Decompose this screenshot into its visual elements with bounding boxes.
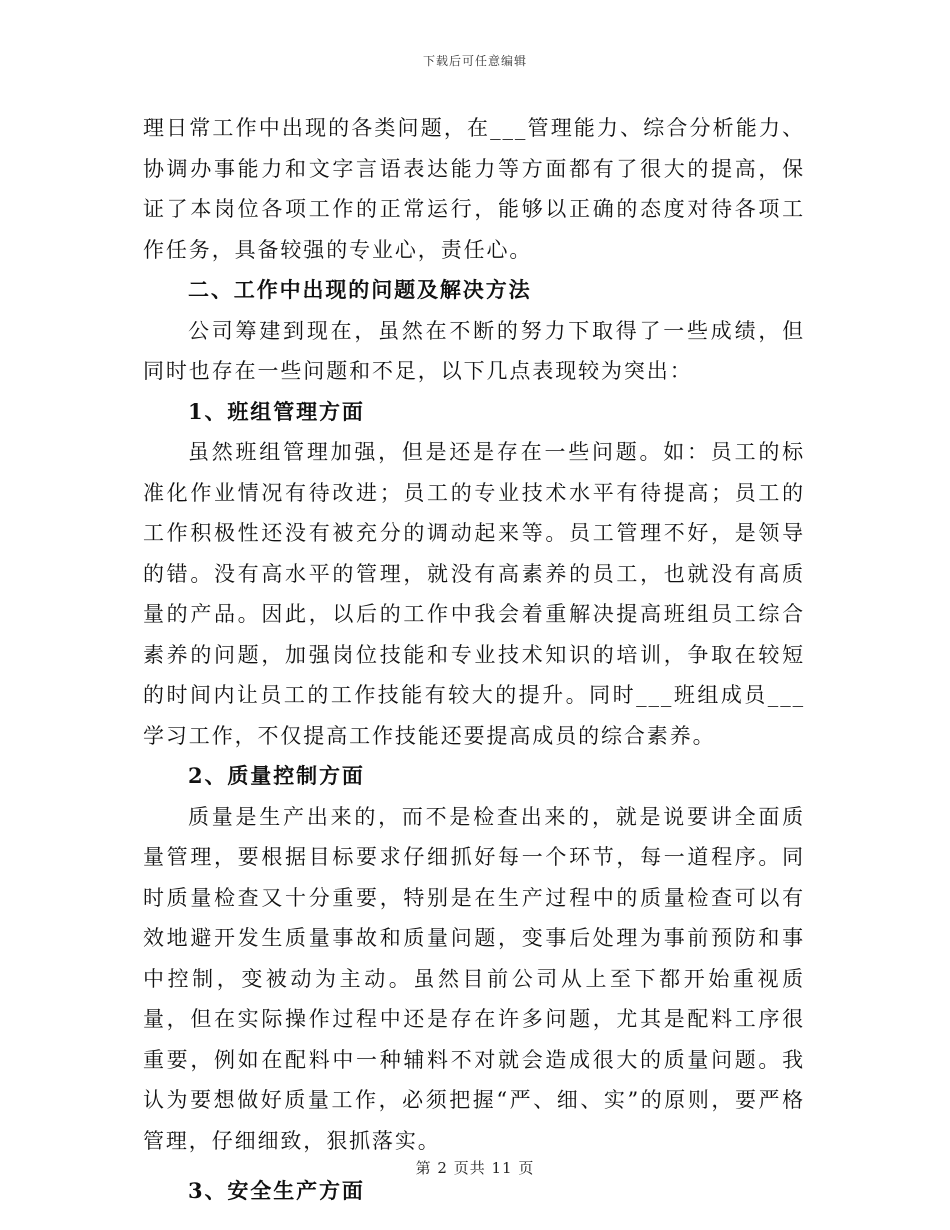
document-body — [143, 108, 805, 1212]
subheading-team-management: 1、班组管理方面 — [188, 398, 365, 424]
paragraph-intro: 公司筹建到现在，虽然在不断的努力下取得了一些成绩，但同时也存在一些问题和不足，以下几点表现较为突出： — [143, 318, 805, 383]
subheading-quality-control: 2、质量控制方面 — [188, 763, 365, 788]
page-header-note: 下载后可任意编辑 — [422, 54, 527, 68]
page-footer-number: 第 2 页共 11 页 — [415, 1159, 535, 1177]
paragraph-continued-text: 理日常工作中出现的各类问题，在___管理能力、综合分析能力、协调办事能力和文字言语表达能力等方面都有了很大的提高，保证了本岗位各项工作的正常运行，能够以正确的态度对待各项工作任务，具备较强的专业心，责任心。 — [143, 116, 805, 262]
paragraph-quality-control: 质量是生产出来的，而不是检查出来的，就是说要讲全面质量管理，要根据目标要求仔细抓好每一个环节，每一道程序。同时质量检查又十分重要，特别是在生产过程中的质量检查可以有效地避开发生质量事故和质量问题，变事后处理为事前预防和事中控制，变被动为主动。虽然目前公司从上至下都开始重视质量，但在实际操作过程中还是存在许多问题，尤其是配料工序很重要，例如在配料中一种辅料不对就会造成很大的质量问题。我认为要想做好质量工作，必须把握“严、细、实”的原则，要严格管理，仔细细致，狠抓落实。 — [143, 804, 805, 1153]
subheading-safety-production: 3、安全生产方面 — [188, 1178, 365, 1203]
section-heading-problems: 二、工作中出现的问题及解决方法 — [188, 277, 532, 302]
paragraph-team-management: 虽然班组管理加强，但是还是存在一些问题。如：员工的标准化作业情况有待改进；员工的专业技术水平有待提高；员工的工作积极性还没有被充分的调动起来等。员工管理不好，是领导的错。没有高水平的管理，就没有高素养的员工，也就没有高质量的产品。因此，以后的工作中我会着重解决提高班组员工综合素养的问题，加强岗位技能和专业技术知识的培训，争取在较短的时间内让员工的工作技能有较大的提升。同时___班组成员___学习工作，不仅提高工作技能还要提高成员的综合素养。 — [143, 440, 805, 748]
